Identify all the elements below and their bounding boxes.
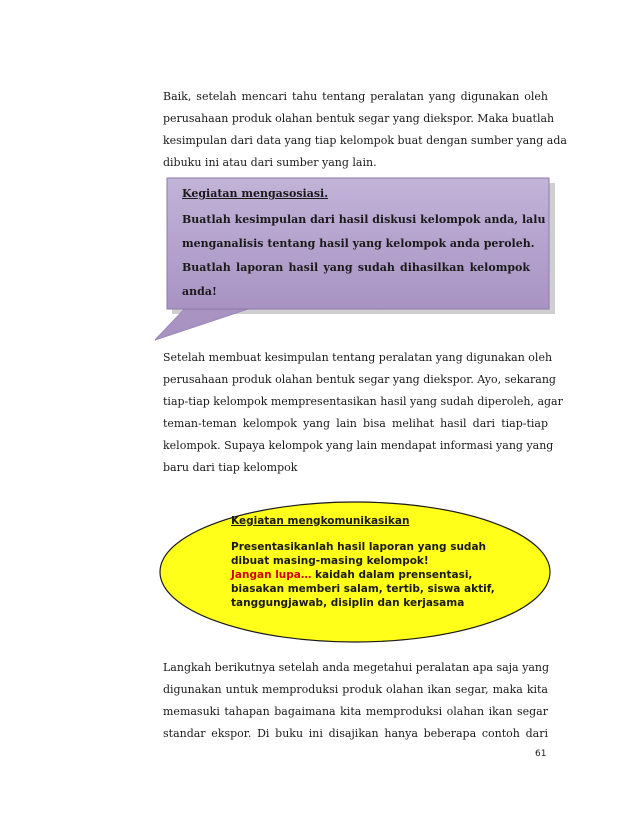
text-line: teman-teman kelompok yang lain bisa melihat hasil dari tiap-tiap (163, 417, 548, 430)
ellipse-line: tanggungjawab, disiplin dan kerjasama (231, 597, 465, 609)
text-line: standar ekspor. Di buku ini disajikan hanya beberapa contoh dari (163, 727, 548, 740)
text-line: tiap-tiap kelompok mempresentasikan hasil yang sudah diperoleh, agar (163, 395, 563, 408)
ellipse-content (231, 514, 493, 610)
callout-line: Buatlah laporan hasil yang sudah dihasilkan kelompok (182, 261, 530, 274)
text-line: dibuku ini atau dari sumber yang lain. (163, 156, 377, 169)
callout-line: menganalisis tentang hasil yang kelompok anda peroleh. (182, 237, 535, 250)
text-line: digunakan untuk memproduksi produk olahan ikan segar, maka kita (163, 683, 548, 696)
ellipse-line (231, 568, 493, 582)
callout-line: anda! (182, 285, 217, 298)
text-line: baru dari tiap kelompok (163, 461, 298, 474)
ellipse-title: Kegiatan mengkomunikasikan (231, 515, 410, 527)
ellipse-line: dibuat masing-masing kelompok! (231, 555, 429, 567)
text-line: Setelah membuat kesimpulan tentang peralatan yang digunakan oleh (163, 351, 553, 364)
callout-title: Kegiatan mengasosiasi. (182, 187, 329, 200)
intro-paragraph (163, 86, 567, 174)
ellipse-line-rest: kaidah dalam prensentasi, (311, 569, 473, 581)
ellipse-line: biasakan memberi salam, tertib, siswa aktif, (231, 583, 495, 595)
callout-line: Buatlah kesimpulan dari hasil diskusi kelompok anda, lalu (182, 213, 546, 226)
middle-paragraph (163, 347, 563, 479)
text-line: Langkah berikutnya setelah anda megetahui peralatan apa saja yang (163, 661, 550, 674)
text-line: perusahaan produk olahan bentuk segar yang diekspor. Ayo, sekarang (163, 373, 556, 386)
text-line: kesimpulan dari data yang tiap kelompok buat dengan sumber yang ada (163, 134, 567, 147)
ellipse-line: Presentasikanlah hasil laporan yang sudah (231, 541, 487, 553)
text-line: kelompok. Supaya kelompok yang lain mendapat informasi yang yang (163, 439, 554, 452)
callout-content (182, 184, 546, 304)
text-line: perusahaan produk olahan bentuk segar yang diekspor. Maka buatlah (163, 112, 555, 125)
closing-paragraph (163, 657, 548, 745)
reminder-text: Jangan lupa… (231, 569, 312, 581)
text-line: memasuki tahapan bagaimana kita memproduksi olahan ikan segar (163, 705, 548, 718)
text-line: Baik, setelah mencari tahu tentang peralatan yang digunakan oleh (163, 90, 548, 103)
page-number: 61 (535, 749, 547, 759)
